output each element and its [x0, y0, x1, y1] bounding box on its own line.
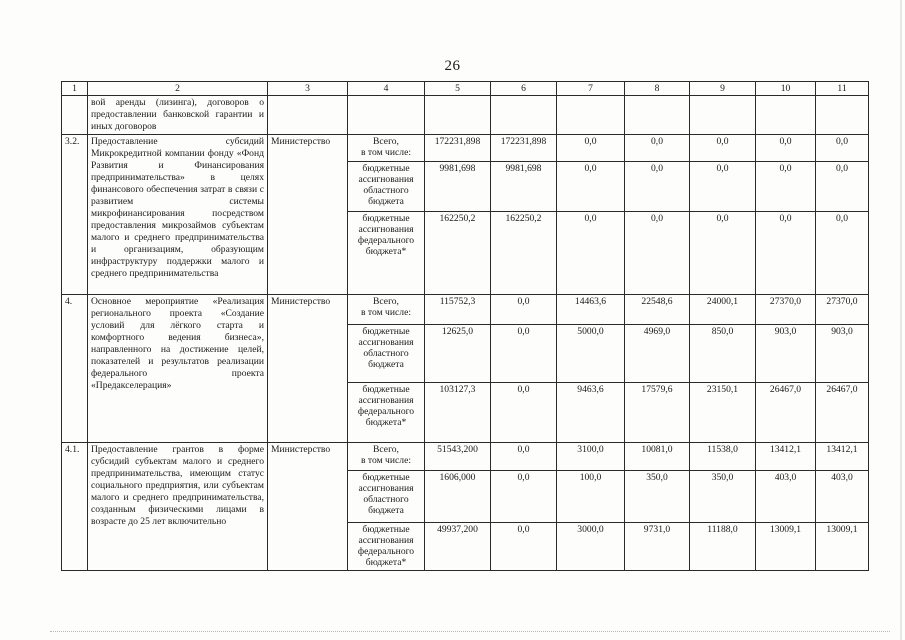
funding-source: бюджетные ассигнования федерального бюджета* — [348, 212, 425, 295]
column-header: 2 — [88, 82, 268, 96]
column-header: 8 — [625, 82, 690, 96]
column-header: 4 — [348, 82, 425, 96]
amount-cell: 0,0 — [625, 162, 690, 212]
amount-cell: 10081,0 — [625, 443, 690, 471]
amount-cell: 0,0 — [491, 295, 557, 325]
column-header: 3 — [268, 82, 348, 96]
item-description: Предоставление субсидий Микрокредитной компании фонду «Фонд Развития и Финансирования предпринимательства» в целях финансового обеспечения затрат в связи с развитием системы микрофинансирования посредством предоставления микрозаймов субъектам малого и среднего предпринимательства и организациям, образующим инфраструктуру поддержки малого и среднего предпринимательства — [88, 135, 268, 295]
column-header: 1 — [62, 82, 88, 96]
item-executor — [268, 96, 348, 135]
amount-cell: 903,0 — [816, 325, 869, 383]
amount-cell: 403,0 — [756, 471, 816, 523]
amount-cell: 13009,1 — [756, 523, 816, 571]
column-header: 5 — [425, 82, 491, 96]
amount-cell: 1606,000 — [425, 471, 491, 523]
funding-source: бюджетные ассигнования федерального бюджета* — [348, 523, 425, 571]
scan-noise — [50, 631, 890, 636]
item-number: 3.2. — [62, 135, 88, 295]
amount-cell: 27370,0 — [816, 295, 869, 325]
amount-cell — [816, 96, 869, 135]
amount-cell: 11538,0 — [690, 443, 756, 471]
item-executor: Министерство — [268, 443, 348, 571]
amount-cell: 17579,6 — [625, 383, 690, 443]
amount-cell: 0,0 — [816, 212, 869, 295]
item-number — [62, 96, 88, 135]
amount-cell: 13009,1 — [816, 523, 869, 571]
amount-cell: 26467,0 — [756, 383, 816, 443]
column-header: 6 — [491, 82, 557, 96]
funding-source: бюджетные ассигнования областного бюджета — [348, 162, 425, 212]
amount-cell: 9463,6 — [557, 383, 625, 443]
amount-cell: 14463,6 — [557, 295, 625, 325]
amount-cell: 12625,0 — [425, 325, 491, 383]
funding-source — [348, 96, 425, 135]
budget-table — [61, 81, 869, 571]
amount-cell: 11188,0 — [690, 523, 756, 571]
amount-cell: 0,0 — [625, 135, 690, 162]
amount-cell: 172231,898 — [425, 135, 491, 162]
column-header: 11 — [816, 82, 869, 96]
amount-cell: 103127,3 — [425, 383, 491, 443]
item-executor: Министерство — [268, 295, 348, 443]
table-row — [62, 96, 869, 135]
table-row — [62, 443, 869, 471]
amount-cell — [425, 96, 491, 135]
item-description: Предоставление грантов в форме субсидий субъектам малого и среднего предпринимательства, имеющим статус социального предприятия, или субъектам малого и среднего предпринимательства, созданным физическими лицами в возрасте до 25 лет включительно — [88, 443, 268, 571]
amount-cell: 850,0 — [690, 325, 756, 383]
amount-cell: 0,0 — [690, 135, 756, 162]
amount-cell: 350,0 — [690, 471, 756, 523]
amount-cell: 350,0 — [625, 471, 690, 523]
amount-cell: 0,0 — [690, 212, 756, 295]
funding-source: Всего, в том числе: — [348, 295, 425, 325]
amount-cell: 903,0 — [756, 325, 816, 383]
amount-cell — [491, 96, 557, 135]
header-row — [62, 82, 869, 96]
amount-cell: 162250,2 — [425, 212, 491, 295]
amount-cell: 9981,698 — [425, 162, 491, 212]
amount-cell: 0,0 — [756, 212, 816, 295]
amount-cell: 0,0 — [690, 162, 756, 212]
funding-source: бюджетные ассигнования областного бюджета — [348, 471, 425, 523]
amount-cell — [690, 96, 756, 135]
amount-cell: 9981,698 — [491, 162, 557, 212]
item-number: 4.1. — [62, 443, 88, 571]
amount-cell: 0,0 — [557, 162, 625, 212]
amount-cell: 115752,3 — [425, 295, 491, 325]
amount-cell: 0,0 — [491, 325, 557, 383]
amount-cell: 27370,0 — [756, 295, 816, 325]
amount-cell: 24000,1 — [690, 295, 756, 325]
funding-source: бюджетные ассигнования областного бюджета — [348, 325, 425, 383]
amount-cell: 0,0 — [625, 212, 690, 295]
column-header: 9 — [690, 82, 756, 96]
amount-cell — [756, 96, 816, 135]
column-header: 7 — [557, 82, 625, 96]
item-number: 4. — [62, 295, 88, 443]
amount-cell: 22548,6 — [625, 295, 690, 325]
funding-source: Всего, в том числе: — [348, 135, 425, 162]
amount-cell — [557, 96, 625, 135]
amount-cell: 0,0 — [557, 135, 625, 162]
amount-cell: 0,0 — [756, 135, 816, 162]
amount-cell: 9731,0 — [625, 523, 690, 571]
amount-cell: 0,0 — [491, 443, 557, 471]
table-row — [62, 295, 869, 325]
amount-cell: 0,0 — [491, 471, 557, 523]
amount-cell: 403,0 — [816, 471, 869, 523]
amount-cell: 0,0 — [491, 383, 557, 443]
funding-source: бюджетные ассигнования федерального бюджета* — [348, 383, 425, 443]
amount-cell — [625, 96, 690, 135]
amount-cell: 51543,200 — [425, 443, 491, 471]
funding-source: Всего, в том числе: — [348, 443, 425, 471]
table-row — [62, 135, 869, 162]
item-description: Основное мероприятие «Реализация регионального проекта «Создание условий для лёгкого старта и комфортного ведения бизнеса», направленного на достижение целей, показателей и результатов реализации федерального проекта «Предакселерация» — [88, 295, 268, 443]
amount-cell: 172231,898 — [491, 135, 557, 162]
amount-cell: 23150,1 — [690, 383, 756, 443]
amount-cell: 13412,1 — [756, 443, 816, 471]
amount-cell: 0,0 — [816, 162, 869, 212]
amount-cell: 0,0 — [557, 212, 625, 295]
amount-cell: 4969,0 — [625, 325, 690, 383]
amount-cell: 49937,200 — [425, 523, 491, 571]
amount-cell: 5000,0 — [557, 325, 625, 383]
item-executor: Министерство — [268, 135, 348, 295]
page-number: 26 — [444, 58, 461, 74]
scan-edge — [900, 0, 902, 640]
amount-cell: 26467,0 — [816, 383, 869, 443]
column-header: 10 — [756, 82, 816, 96]
amount-cell: 0,0 — [816, 135, 869, 162]
amount-cell: 0,0 — [491, 523, 557, 571]
amount-cell: 13412,1 — [816, 443, 869, 471]
amount-cell: 3100,0 — [557, 443, 625, 471]
item-description: вой аренды (лизинга), договоров о предоставлении банковской гарантии и иных договоров — [88, 96, 268, 135]
amount-cell: 3000,0 — [557, 523, 625, 571]
amount-cell: 162250,2 — [491, 212, 557, 295]
amount-cell: 100,0 — [557, 471, 625, 523]
amount-cell: 0,0 — [756, 162, 816, 212]
